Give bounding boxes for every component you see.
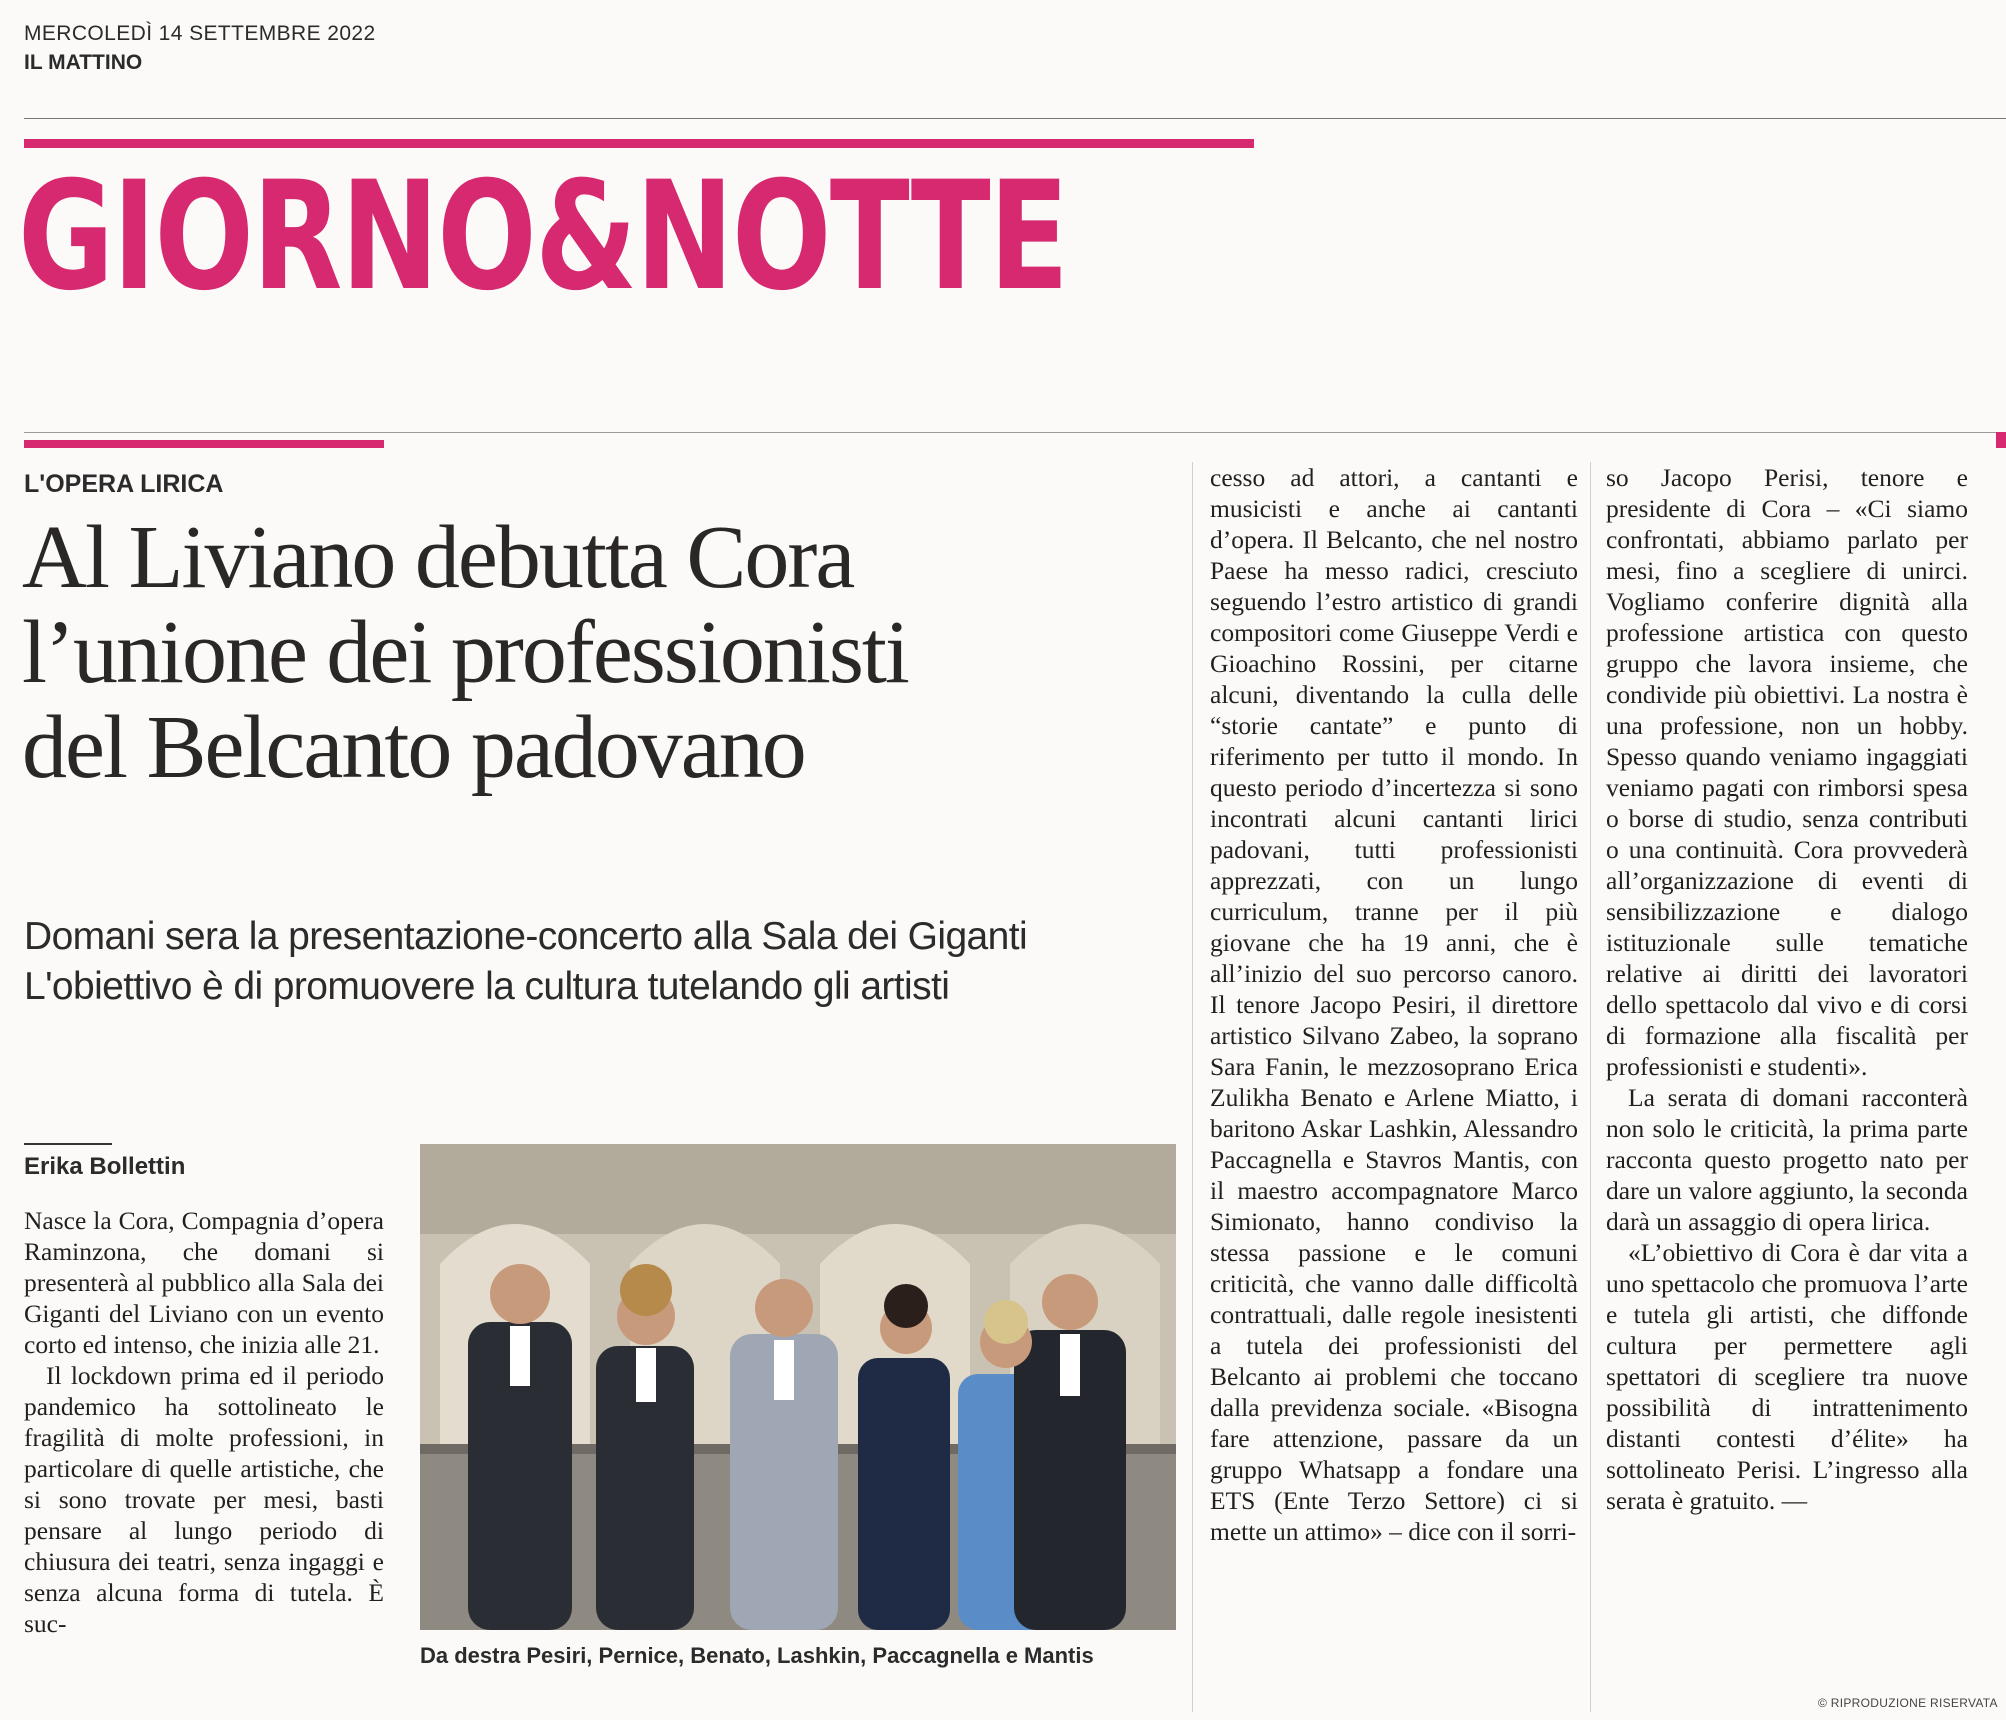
- byline: Erika Bollettin: [24, 1153, 186, 1180]
- article-column-1: [24, 1205, 384, 1715]
- standfirst-line: Domani sera la presentazione-concerto alla Sala dei Giganti: [24, 915, 1028, 958]
- paragraph: Nasce la Cora, Compagnia d’opera Raminzona, che domani si presenterà al pubblico alla Sala dei Giganti del Liviano con un evento corto ed intenso, che inizia alle 21.: [24, 1206, 384, 1359]
- article-photo: [420, 1144, 1176, 1630]
- dateline: MERCOLEDÌ 14 SETTEMBRE 2022: [24, 22, 376, 45]
- section-divider: [24, 432, 2006, 433]
- article-column-2: [1210, 462, 1578, 1707]
- headline-line: l’unione dei professionisti: [22, 603, 908, 702]
- group-photo-illustration: [420, 1144, 1176, 1630]
- headline-line: Al Liviano debutta Cora: [22, 508, 854, 607]
- column-divider: [1192, 462, 1193, 1712]
- article-kicker: L'OPERA LIRICA: [24, 470, 224, 498]
- newspaper-name: IL MATTINO: [24, 51, 143, 74]
- headline-line: del Belcanto padovano: [22, 698, 805, 797]
- top-divider: [24, 118, 2006, 119]
- section-accent-bar: [24, 139, 1254, 148]
- article-headline: [22, 510, 908, 795]
- photo-caption: Da destra Pesiri, Pernice, Benato, Lashkin, Paccagnella e Mantis: [420, 1643, 1094, 1668]
- article-column-3: [1606, 462, 1968, 1692]
- paragraph: Il lockdown prima ed il periodo pandemico ha sottolineato le fragilità di molte professioni, in particolare di quelle artistiche, che si sono trovate per mesi, basti pensare al lungo periodo di chiusura dei teatri, senza ingaggi e senza alcuna forma di tutela. È suc-: [24, 1361, 384, 1638]
- article-standfirst: [24, 912, 1027, 1012]
- kicker-accent-bar: [24, 440, 384, 448]
- edge-accent-mark: [1996, 432, 2006, 448]
- paragraph: La serata di domani racconterà non solo le criticità, la prima parte racconta questo progetto nato per dare un valore aggiunto, la seconda darà un assaggio di opera lirica.: [1606, 1083, 1968, 1236]
- section-title: GIORNO&NOTTE: [18, 150, 1068, 324]
- author-rule: [24, 1143, 112, 1145]
- paragraph: «L’obiettivo di Cora è dar vita a uno spettacolo che promuova l’arte e tutela gli artisti, che diffonde cultura per permettere agli spettatori di scegliere tra nuove possibilità di intrattenimento distanti contesti d’élite» ha sottolineato Perisi. L’ingresso alla serata è gratuito. —: [1606, 1238, 1968, 1515]
- paragraph: cesso ad attori, a cantanti e musicisti e anche ai cantanti d’opera. Il Belcanto, che nel nostro Paese ha messo radici, cresciuto seguendo l’estro artistico di grandi compositori come Giuseppe Verdi e Gioachino Rossini, per citarne alcuni, diventando la culla delle “storie cantate” e punto di riferimento per tutto il mondo. In questo periodo d’incertezza si sono incontrati alcuni cantanti lirici padovani, tutti professionisti apprezzati, con un lungo curriculum, tranne per il più giovane che ha 19 anni, che è all’inizio del suo percorso canoro. Il tenore Jacopo Pesiri, il direttore artistico Silvano Zabeo, la soprano Sara Fanin, le mezzosoprano Erica Zulikha Benato e Arlene Miatto, i baritono Askar Lashkin, Alessandro Paccagnella e Stavros Mantis, con il maestro accompagnatore Marco Simionato, hanno condiviso la stessa passione e le comuni criticità, che vanno dalle difficoltà contrattuali, dalle regole inesistenti a tutela dei professionisti del Belcanto ai problemi che toccano dalla previdenza sociale. «Bisogna fare attenzione, passare da un gruppo Whatsapp a fondare una ETS (Ente Terzo Settore) ci si mette un attimo» – dice con il sorri-: [1210, 463, 1578, 1546]
- column-divider: [1590, 462, 1591, 1712]
- standfirst-line: L'obiettivo è di promuovere la cultura tutelando gli artisti: [24, 965, 950, 1008]
- paragraph: so Jacopo Perisi, tenore e presidente di Cora – «Ci siamo confrontati, abbiamo parlato per mesi, fino a scegliere di unirci. Vogliamo conferire dignità alla professione artistica con questo gruppo che lavora insieme, che condivide più obiettivi. La nostra è una professione, non un hobby. Spesso quando veniamo ingaggiati veniamo pagati con rimborsi spesa o borse di studio, senza contributi o una continuità. Cora provvederà all’organizzazione di eventi di sensibilizzazione e dialogo istituzionale sulle tematiche relative ai diritti dei lavoratori dello spettacolo dal vivo e di corsi di formazione alla fiscalità per professionisti e studenti».: [1606, 463, 1968, 1081]
- copyright-notice: © RIPRODUZIONE RISERVATA: [1818, 1696, 1998, 1710]
